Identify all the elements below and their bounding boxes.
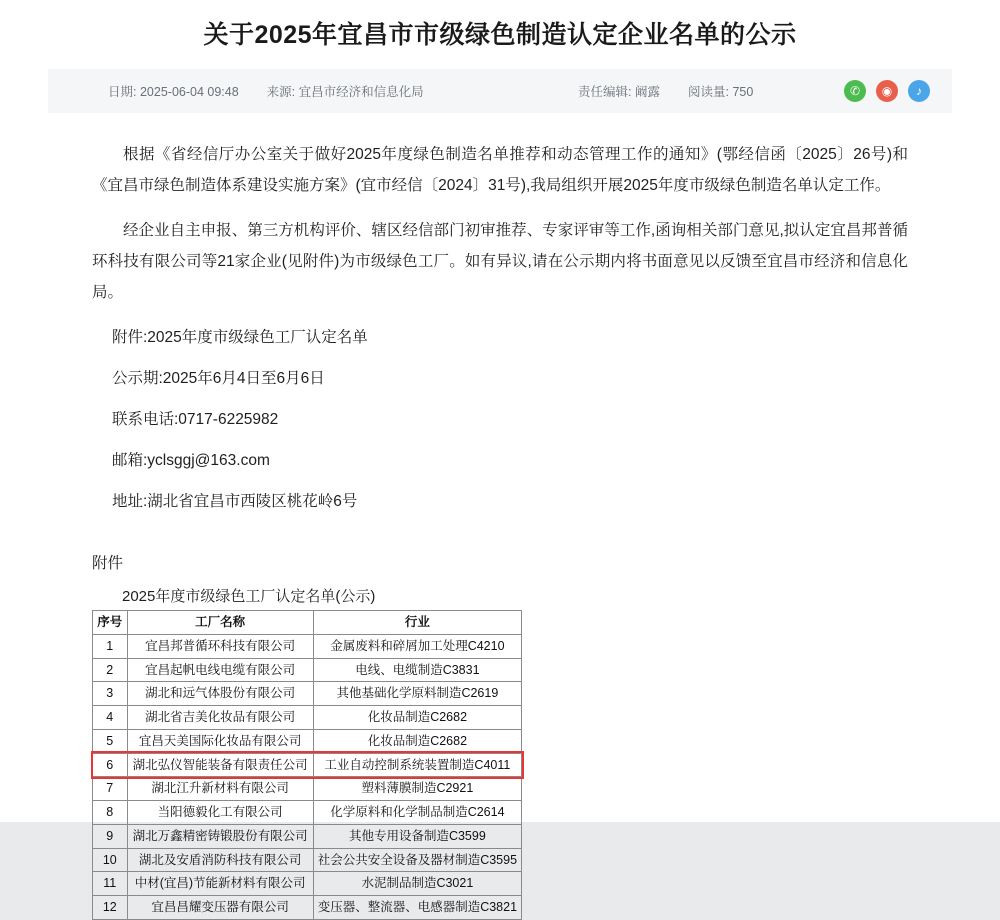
meta-right-group (578, 82, 753, 100)
article-body (0, 113, 1000, 920)
cell-factory-name: 中材(宜昌)节能新材料有限公司 (127, 872, 313, 896)
weibo-icon[interactable]: ◉ (876, 80, 898, 102)
table-row (93, 872, 522, 896)
table-caption: 2025年度市级绿色工厂认定名单(公示) (122, 588, 376, 605)
cell-index: 12 (93, 896, 128, 920)
cell-factory-name: 宜昌昌耀变压器有限公司 (127, 896, 313, 920)
table-row (93, 634, 522, 658)
cell-factory-name: 湖北省吉美化妆品有限公司 (127, 706, 313, 730)
attachment-heading: 附件 (92, 555, 124, 572)
attachment-line: 附件:2025年度市级绿色工厂认定名单 (112, 329, 368, 346)
meta-source-label: 来源: (266, 85, 296, 99)
cell-index: 4 (93, 706, 128, 730)
page-title: 关于2025年宜昌市市级绿色制造认定企业名单的公示 (203, 21, 797, 49)
cell-index: 9 (93, 824, 128, 848)
cell-factory-name: 宜昌天美国际化妆品有限公司 (127, 729, 313, 753)
table-row (93, 801, 522, 825)
table-body (93, 634, 522, 919)
cell-industry: 工业自动控制系统装置制造C4011 (313, 753, 521, 777)
cell-index: 6 (93, 753, 128, 777)
meta-source (267, 82, 424, 100)
cell-industry: 化妆品制造C2682 (313, 729, 521, 753)
table-row (93, 777, 522, 801)
table-row (93, 706, 522, 730)
meta-views-value: 750 (732, 85, 754, 99)
title-bar (0, 0, 1000, 69)
table-row (93, 682, 522, 706)
contact-phone-line: 联系电话:0717-6225982 (112, 411, 279, 428)
meta-views-label: 阅读量: (687, 85, 729, 99)
cell-industry: 变压器、整流器、电感器制造C3821 (313, 896, 521, 920)
cell-factory-name: 湖北万鑫精密铸锻股份有限公司 (127, 824, 313, 848)
table-row (93, 848, 522, 872)
paragraph-2: 经企业自主申报、第三方机构评价、辖区经信部门初审推荐、专家评审等工作,函询相关部门意见,拟认定宜昌邦普循环科技有限公司等21家企业(见附件)为市级绿色工厂。如有异议,请在公示期内将书面意见以反馈至宜昌市经济和信息化局。 (92, 222, 908, 301)
cell-industry: 其他专用设备制造C3599 (313, 824, 521, 848)
cell-factory-name: 宜昌起帆电线电缆有限公司 (127, 658, 313, 682)
green-factory-table (92, 610, 522, 920)
cell-industry: 塑料薄膜制造C2921 (313, 777, 521, 801)
cell-factory-name: 湖北及安盾消防科技有限公司 (127, 848, 313, 872)
cell-industry: 其他基础化学原料制造C2619 (313, 682, 521, 706)
meta-left-group (48, 82, 424, 100)
cell-factory-name: 当阳德毅化工有限公司 (127, 801, 313, 825)
share-icon-group (844, 80, 930, 102)
cell-factory-name: 湖北和远气体股份有限公司 (127, 682, 313, 706)
meta-editor-value: 阚露 (634, 85, 660, 99)
table-row (93, 729, 522, 753)
cell-index: 7 (93, 777, 128, 801)
table-row (93, 753, 522, 777)
cell-index: 1 (93, 634, 128, 658)
cell-industry: 水泥制品制造C3021 (313, 872, 521, 896)
email-line: 邮箱:yclsggj@163.com (112, 452, 270, 469)
meta-date-value: 2025-06-04 09:48 (139, 85, 239, 99)
meta-views (688, 82, 753, 100)
cell-index: 10 (93, 848, 128, 872)
table-row (93, 896, 522, 920)
wechat-icon[interactable]: ✆ (844, 80, 866, 102)
cell-index: 5 (93, 729, 128, 753)
meta-date (108, 82, 239, 100)
paragraph-1: 根据《省经信厅办公室关于做好2025年度绿色制造名单推荐和动态管理工作的通知》(鄂经信函〔2025〕26号)和《宜昌市绿色制造体系建设实施方案》(宜市经信〔2024〕31号),我局组织开展2025年度市级绿色制造名单认定工作。 (92, 146, 908, 194)
meta-editor-label: 责任编辑: (578, 85, 632, 99)
cell-industry: 金属废料和碎屑加工处理C4210 (313, 634, 521, 658)
cell-index: 2 (93, 658, 128, 682)
meta-date-label: 日期: (108, 85, 137, 99)
article-meta-bar (48, 69, 952, 113)
cell-industry: 电线、电缆制造C3831 (313, 658, 521, 682)
table-row (93, 658, 522, 682)
table-header-row (93, 611, 522, 635)
column-header-factory: 工厂名称 (127, 611, 313, 635)
meta-source-value: 宜昌市经济和信息化局 (298, 85, 424, 99)
cell-index: 11 (93, 872, 128, 896)
cell-factory-name: 湖北弘仪智能装备有限责任公司 (127, 753, 313, 777)
bell-icon[interactable]: ♪ (908, 80, 930, 102)
publicity-period-line: 公示期:2025年6月4日至6月6日 (112, 370, 325, 387)
cell-industry: 化妆品制造C2682 (313, 706, 521, 730)
meta-editor (578, 82, 660, 100)
column-header-industry: 行业 (313, 611, 521, 635)
cell-industry: 化学原料和化学制品制造C2614 (313, 801, 521, 825)
cell-factory-name: 宜昌邦普循环科技有限公司 (127, 634, 313, 658)
cell-factory-name: 湖北江升新材料有限公司 (127, 777, 313, 801)
address-line: 地址:湖北省宜昌市西陵区桃花岭6号 (112, 493, 358, 510)
column-header-index: 序号 (93, 611, 128, 635)
table-row (93, 824, 522, 848)
cell-index: 8 (93, 801, 128, 825)
cell-industry: 社会公共安全设备及器材制造C3595 (313, 848, 521, 872)
cell-index: 3 (93, 682, 128, 706)
